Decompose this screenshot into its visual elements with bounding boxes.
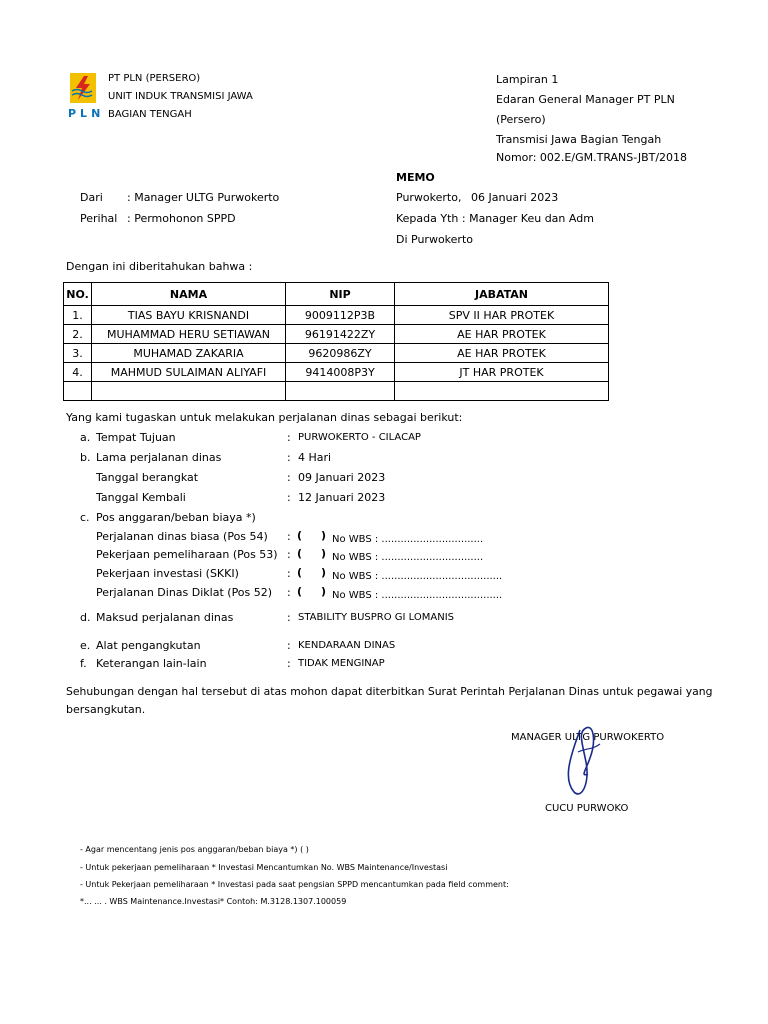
unit-name: UNIT INDUK TRANSMISI JAWA xyxy=(108,91,253,102)
header-no: NO. xyxy=(64,283,92,306)
place-label: Purwokerto, xyxy=(396,191,462,204)
cell-name: TIAS BAYU KRISNANDI xyxy=(92,306,286,325)
cell-nip: 9414008P3Y xyxy=(286,363,395,382)
colon: : xyxy=(287,491,291,504)
cell-position: AE HAR PROTEK xyxy=(395,344,609,363)
cell-no: 1. xyxy=(64,306,92,325)
budget-option-text: Perjalanan dinas biasa (Pos 54) xyxy=(96,530,268,543)
colon: : xyxy=(287,586,291,599)
checkbox-close[interactable]: ) xyxy=(321,547,327,560)
checkbox-close[interactable]: ) xyxy=(321,529,327,542)
item-e-value: KENDARAAN DINAS xyxy=(298,640,396,651)
cell-position: JT HAR PROTEK xyxy=(395,363,609,382)
item-f-text: Keterangan lain-lain xyxy=(96,657,207,670)
item-f-label: f. xyxy=(80,657,87,670)
item-b-label: b. xyxy=(80,451,91,464)
region-name: BAGIAN TENGAH xyxy=(108,109,192,120)
item-b-value: 4 Hari xyxy=(298,451,332,464)
attachment-line: Edaran General Manager PT PLN xyxy=(496,93,675,106)
from-value: : Manager ULTG Purwokerto xyxy=(127,191,280,204)
note-line: - Untuk pekerjaan pemeliharaan * Investasi Mencantumkan No. WBS Maintenance/Investasi xyxy=(80,863,448,872)
checkbox-open[interactable]: ( xyxy=(297,547,303,560)
cell-no: 4. xyxy=(64,363,92,382)
intro-text: Dengan ini diberitahukan bahwa : xyxy=(66,260,253,273)
cell-name: MUHAMAD ZAKARIA xyxy=(92,344,286,363)
item-b-text: Lama perjalanan dinas xyxy=(96,451,222,464)
return-text: Tanggal Kembali xyxy=(96,491,186,504)
attachment-line: Nomor: 002.E/GM.TRANS-JBT/2018 xyxy=(496,151,688,164)
wbs-field[interactable]: No WBS : ...................................... xyxy=(332,590,503,601)
closing-text: Sehubungan dengan hal tersebut di atas mohon dapat diterbitkan Surat Perintah Perjalanan Dinas untuk pegawai yang xyxy=(66,685,713,698)
wbs-field[interactable]: No WBS : ...................................... xyxy=(332,571,503,582)
cell-position: SPV II HAR PROTEK xyxy=(395,306,609,325)
subject-label: Perihal xyxy=(80,212,118,225)
colon: : xyxy=(287,530,291,543)
budget-option-text: Pekerjaan pemeliharaan (Pos 53) xyxy=(96,548,278,561)
header-nip: NIP xyxy=(286,283,395,306)
cell-position: AE HAR PROTEK xyxy=(395,325,609,344)
colon: : xyxy=(287,548,291,561)
checkbox-close[interactable]: ) xyxy=(321,566,327,579)
budget-option-text: Perjalanan Dinas Diklat (Pos 52) xyxy=(96,586,273,599)
header-name: NAMA xyxy=(92,283,286,306)
attachment-line: (Persero) xyxy=(496,113,546,126)
item-d-text: Maksud perjalanan dinas xyxy=(96,611,234,624)
note-line: - Untuk Pekerjaan pemeliharaan * Investasi pada saat pengsian SPPD mencantumkan pada field comment: xyxy=(80,880,509,889)
cell-no xyxy=(64,382,92,401)
cell-name: MAHMUD SULAIMAN ALIYAFI xyxy=(92,363,286,382)
colon: : xyxy=(287,471,291,484)
staff-table xyxy=(63,282,609,401)
checkbox-open[interactable]: ( xyxy=(297,566,303,579)
signatory-title: MANAGER ULTG PURWOKERTO xyxy=(511,732,665,743)
cell-name xyxy=(92,382,286,401)
attachment-line: Transmisi Jawa Bagian Tengah xyxy=(496,133,662,146)
table-header-row xyxy=(64,283,609,306)
note-line: *... ... . WBS Maintenance.Investasi* Contoh: M.3128.1307.100059 xyxy=(80,897,347,906)
note-line: - Agar mencentang jenis pos anggaran/beban biaya *) ( ) xyxy=(80,845,309,854)
checkbox-open[interactable]: ( xyxy=(297,585,303,598)
item-a-value: PURWOKERTO - CILACAP xyxy=(298,432,421,443)
assignment-intro: Yang kami tugaskan untuk melakukan perjalanan dinas sebagai berikut: xyxy=(66,411,463,424)
cell-no: 2. xyxy=(64,325,92,344)
colon: : xyxy=(287,639,291,652)
checkbox-open[interactable]: ( xyxy=(297,529,303,542)
recipient-location: Di Purwokerto xyxy=(396,233,473,246)
table-row xyxy=(64,363,609,382)
cell-position xyxy=(395,382,609,401)
depart-text: Tanggal berangkat xyxy=(96,471,199,484)
item-c-label: c. xyxy=(80,511,90,524)
signature-scribble xyxy=(560,722,640,802)
attachment-line: Lampiran 1 xyxy=(496,73,559,86)
colon: : xyxy=(287,611,291,624)
item-d-label: d. xyxy=(80,611,91,624)
table-row-empty xyxy=(64,382,609,401)
item-c-text: Pos anggaran/beban biaya *) xyxy=(96,511,256,524)
colon: : xyxy=(287,451,291,464)
logo-text: PLN xyxy=(68,107,105,120)
cell-nip: 9620986ZY xyxy=(286,344,395,363)
recipient: Kepada Yth : Manager Keu dan Adm xyxy=(396,212,594,225)
company-name: PT PLN (PERSERO) xyxy=(108,73,201,84)
table-row xyxy=(64,344,609,363)
colon: : xyxy=(287,567,291,580)
cell-nip: 96191422ZY xyxy=(286,325,395,344)
subject-value: : Permohonon SPPD xyxy=(127,212,236,225)
item-d-value: STABILITY BUSPRO GI LOMANIS xyxy=(298,612,455,623)
colon: : xyxy=(287,431,291,444)
cell-nip: 9009112P3B xyxy=(286,306,395,325)
item-e-text: Alat pengangkutan xyxy=(96,639,201,652)
cell-nip xyxy=(286,382,395,401)
item-a-label: a. xyxy=(80,431,91,444)
signatory-name: CUCU PURWOKO xyxy=(545,803,629,814)
closing-text: bersangkutan. xyxy=(66,703,146,716)
depart-value: 09 Januari 2023 xyxy=(298,471,386,484)
table-row xyxy=(64,306,609,325)
cell-no: 3. xyxy=(64,344,92,363)
item-e-label: e. xyxy=(80,639,91,652)
checkbox-close[interactable]: ) xyxy=(321,585,327,598)
budget-option-text: Pekerjaan investasi (SKKI) xyxy=(96,567,239,580)
return-value: 12 Januari 2023 xyxy=(298,491,386,504)
signature-stroke xyxy=(578,744,600,752)
colon: : xyxy=(287,657,291,670)
item-f-value: TIDAK MENGINAP xyxy=(298,658,385,669)
wbs-field[interactable]: No WBS : ................................ xyxy=(332,552,484,563)
memo-date: 06 Januari 2023 xyxy=(471,191,559,204)
signature-stroke xyxy=(568,727,593,794)
wbs-field[interactable]: No WBS : ................................ xyxy=(332,534,484,545)
item-a-text: Tempat Tujuan xyxy=(96,431,176,444)
cell-name: MUHAMMAD HERU SETIAWAN xyxy=(92,325,286,344)
header-position: JABATAN xyxy=(395,283,609,306)
from-label: Dari xyxy=(80,191,103,204)
table-row xyxy=(64,325,609,344)
memo-title: MEMO xyxy=(396,171,435,184)
